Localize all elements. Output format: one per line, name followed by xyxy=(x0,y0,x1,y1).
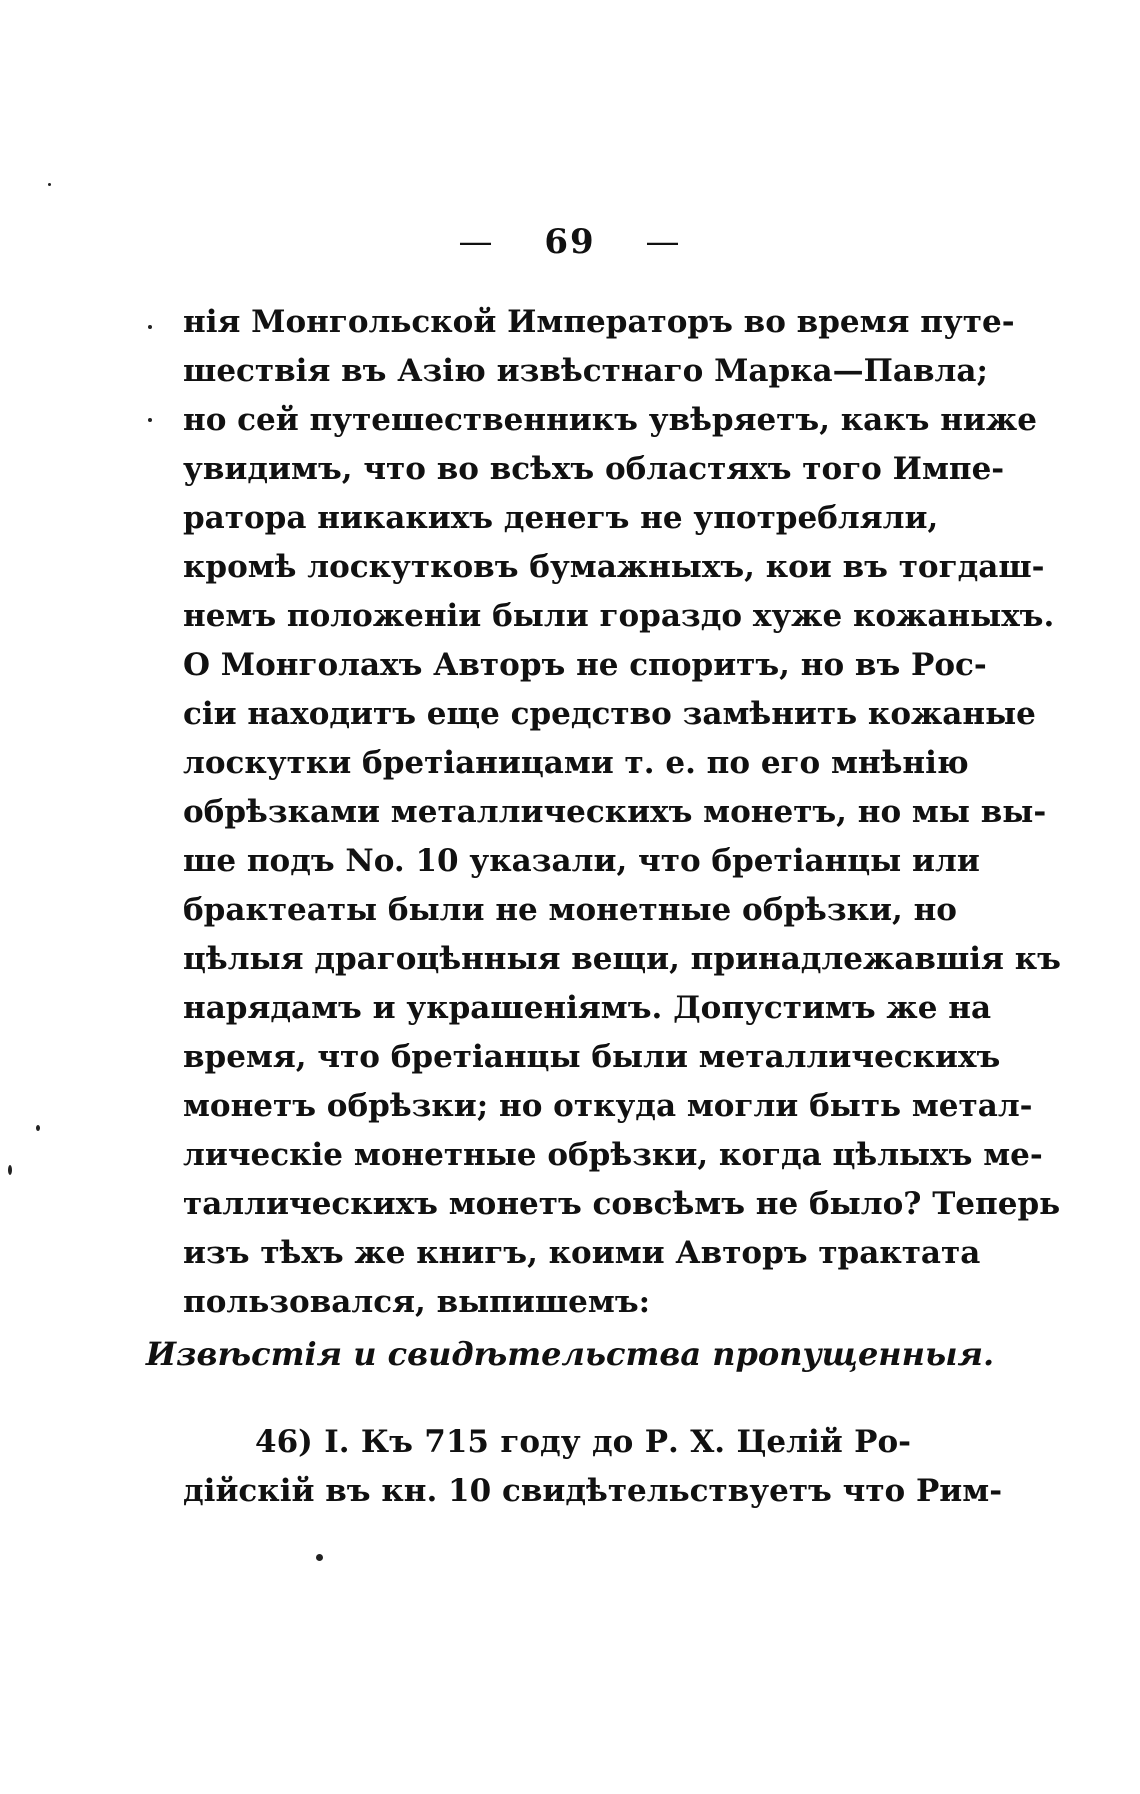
text-line: время, что бретіанцы были металлическихъ xyxy=(183,1039,1001,1075)
text-line: О Монголахъ Авторъ не споритъ, но въ Рос- xyxy=(183,647,987,683)
text-line: обрѣзками металлическихъ монетъ, но мы вы- xyxy=(183,794,1047,830)
scan-speck xyxy=(8,1165,12,1175)
page-number: 69 xyxy=(544,222,596,262)
scan-speck xyxy=(148,418,152,422)
section-paragraph xyxy=(183,1418,1003,1516)
text-line: изъ тѣхъ же книгъ, коими Авторъ трактата xyxy=(183,1235,981,1271)
text-line: немъ положеніи были гораздо хуже кожаныхъ. xyxy=(183,598,1055,634)
text-line: ше подъ No. 10 указали, что бретіанцы или xyxy=(183,843,980,879)
header-dash-right: — xyxy=(645,222,682,262)
main-paragraph xyxy=(183,298,1061,1327)
section-heading: Извѣстія и свидѣтельства пропущенныя. xyxy=(145,1335,995,1373)
text-line: ратора никакихъ денегъ не употребляли, xyxy=(183,500,939,536)
text-line: нарядамъ и украшеніямъ. Допустимъ же на xyxy=(183,990,992,1026)
text-line: брактеаты были не монетные обрѣзки, но xyxy=(183,892,957,928)
text-line: сіи находитъ еще средство замѣнить кожаные xyxy=(183,696,1036,732)
text-line: лоскутки бретіаницами т. е. по его мнѣнію xyxy=(183,745,969,781)
header-dash-left: — xyxy=(458,222,495,262)
text-line: цѣлыя драгоцѣнныя вещи, принадлежавшія къ xyxy=(183,941,1061,977)
text-line: таллическихъ монетъ совсѣмъ не было? Теперь xyxy=(183,1186,1061,1222)
page-header xyxy=(0,222,1140,262)
text-line: дійскій въ кн. 10 свидѣтельствуетъ что Рим- xyxy=(183,1473,1003,1509)
text-line: 46) I. Къ 715 году до Р. Х. Целій Ро- xyxy=(255,1424,911,1460)
text-line: но сей путешественникъ увѣряетъ, какъ ниже xyxy=(183,402,1037,438)
text-line: лическіе монетные обрѣзки, когда цѣлыхъ ме- xyxy=(183,1137,1043,1173)
scan-speck xyxy=(36,1125,40,1131)
text-line: кромѣ лоскутковъ бумажныхъ, кои въ тогдаш- xyxy=(183,549,1045,585)
scan-speck xyxy=(148,325,152,329)
text-line: шествія въ Азію извѣстнаго Марка—Павла; xyxy=(183,353,988,389)
text-line: увидимъ, что во всѣхъ областяхъ того Импе- xyxy=(183,451,1005,487)
text-line: монетъ обрѣзки; но откуда могли быть метал- xyxy=(183,1088,1033,1124)
scan-speck xyxy=(48,183,51,186)
scan-speck xyxy=(316,1554,323,1561)
text-line: нія Монгольской Императоръ во время путе- xyxy=(183,304,1015,340)
text-line: пользовался, выпишемъ: xyxy=(183,1284,651,1320)
